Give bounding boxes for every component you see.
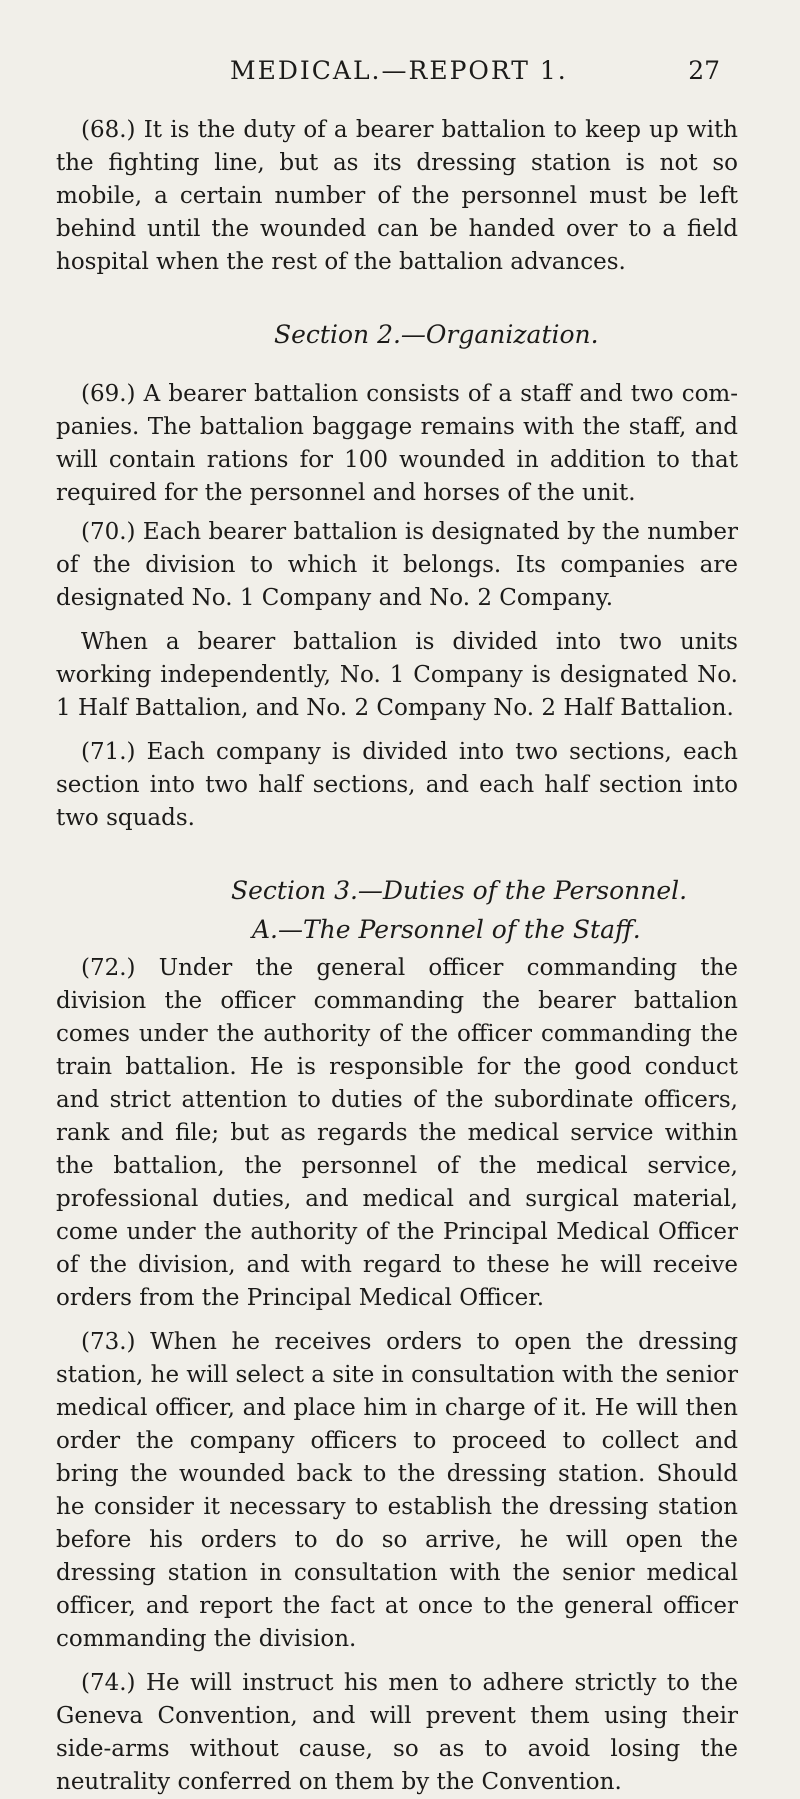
paragraph-72: (72.) Under the general officer commanding the division the officer commanding the bearer battalion comes under the authority of the officer commanding the train battalion. He is responsible for the good conduct and strict attention to duties of the subordinate officers, rank and file; but as regards the medical service within the battalion, the personnel of the medical service, professional duties, and medical and surgical material, come under the authority of the Principal Medical Officer of the division, and with regard to these he will receive orders from the Principal Medical Officer. xyxy=(56,955,738,1311)
section-2-heading: Section 2.—Organization. xyxy=(274,320,599,349)
paragraph-68: (68.) It is the duty of a bearer battalion to keep up with the fighting line, but as its dressing station is not so mobile, a certain number of the personnel must be left behind until the wounded can be handed over to a field hospital when the rest of the battalion advances. xyxy=(56,117,738,275)
running-header xyxy=(0,56,800,96)
subsection-a-heading: A.—The Personnel of the Staff. xyxy=(252,915,641,944)
paragraph-74: (74.) He will instruct his men to adhere strictly to the Geneva Convention, and will prevent them using their side-arms without cause, so as to avoid losing the neutrality conferred on them by the Convention. xyxy=(56,1670,738,1795)
paragraph-70: (70.) Each bearer battalion is designated by the number of the division to which it belongs. Its companies are designated No. 1 Company and No. 2 Company. xyxy=(56,519,738,611)
body-text xyxy=(56,114,738,1799)
page-number: 27 xyxy=(688,56,720,85)
running-title: MEDICAL.—REPORT 1. xyxy=(230,56,568,85)
section-3-heading: Section 3.—Duties of the Personnel. xyxy=(231,876,688,905)
paragraph-70-continued: When a bearer battalion is divided into two units working independently, No. 1 Company is designated No. 1 Half Battalion, and No. 2 Company No. 2 Half Battalion. xyxy=(56,629,738,721)
paragraph-71: (71.) Each company is divided into two sections, each section into two half sections, and each half section into two squads. xyxy=(56,739,738,831)
paragraph-73: (73.) When he receives orders to open the dressing station, he will select a site in consultation with the senior medical officer, and place him in charge of it. He will then order the company officers to proceed to collect and bring the wounded back to the dressing station. Should he consider it necessary to establish the dressing station before his orders to do so arrive, he will open the dressing station in consultation with the senior medical officer, and report the fact at once to the general officer commanding the division. xyxy=(56,1329,738,1652)
paragraph-69: (69.) A bearer battalion consists of a staff and two com-panies. The battalion baggage remains with the staff, and will contain rations for 100 wounded in addition to that required for the personnel and horses of the unit. xyxy=(56,381,738,506)
